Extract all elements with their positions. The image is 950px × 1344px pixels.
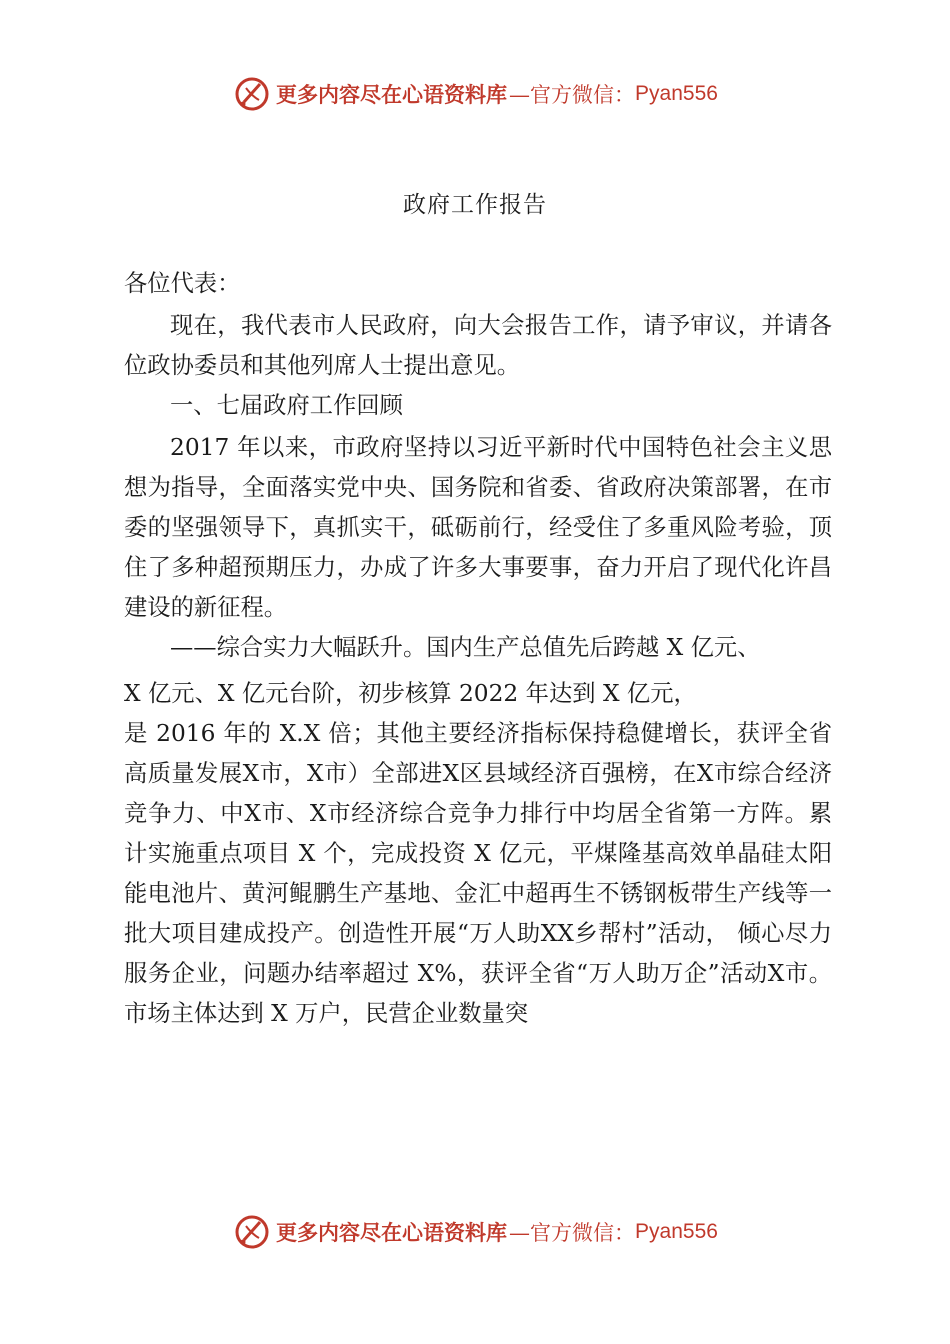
document-body [124, 264, 832, 1034]
footer-banner [0, 1210, 950, 1254]
library-logo-icon [232, 1212, 272, 1252]
document-title: 政府工作报告 [403, 192, 547, 218]
banner-sub-text: —官方微信： [509, 1221, 636, 1245]
strength-paragraph-line1: ——综合实力大幅跃升。国内生产总值先后跨越 X 亿元、 [170, 634, 761, 661]
strength-paragraph-line2: X 亿元、X 亿元台阶，初步核算 2022 年达到 X 亿元， [124, 680, 697, 707]
salutation: 各位代表： [124, 270, 241, 297]
banner-wechat-id: Pyan556 [635, 1220, 718, 1243]
review-paragraph: 2017 年以来，市政府坚持以习近平新时代中国特色社会主义思想为指导，全面落实党中央、国务院和省委、省政府决策部署，在市委的坚强领导下，真抓实干，砥砺前行，经受住了多重风险考验，顶住了多种超预期压力，办成了许多大事要事，奋力开启了现代化许昌建设的新征程。 [124, 434, 832, 621]
banner-sub-text: —官方微信： [509, 83, 636, 107]
banner-main-text: 更多内容尽在心语资料库 [276, 1220, 508, 1245]
section-heading: 一、七届政府工作回顾 [170, 392, 403, 419]
banner-wechat-id: Pyan556 [635, 82, 718, 105]
intro-paragraph: 现在，我代表市人民政府，向大会报告工作，请予审议，并请各位政协委员和其他列席人士提出意见。 [124, 312, 832, 379]
library-logo-icon [232, 74, 272, 114]
strength-paragraph-body: 是 2016 年的 X.X 倍；其他主要经济指标保持稳健增长，获评全省高质量发展X市，X市）全部进X区县域经济百强榜，在X市综合经济竞争力、中X市、X市经济综合竞争力排行中均居全省第一方阵。累计实施重点项目 X 个，完成投资 X 亿元，平煤隆基高效单晶硅太阳能电池片、黄河鲲鹏生产基地、金汇中超再生不锈钢板带生产线等一批大项目建成投产。创造性开展“万人助XX乡帮村”活动， 倾心尽力服务企业，问题办结率超过 X%，获评全省“万人助万企”活动X市。市场主体达到 X 万户，民营企业数量突 [124, 720, 832, 1027]
banner-main-text: 更多内容尽在心语资料库 [276, 82, 508, 107]
header-banner [0, 72, 950, 116]
